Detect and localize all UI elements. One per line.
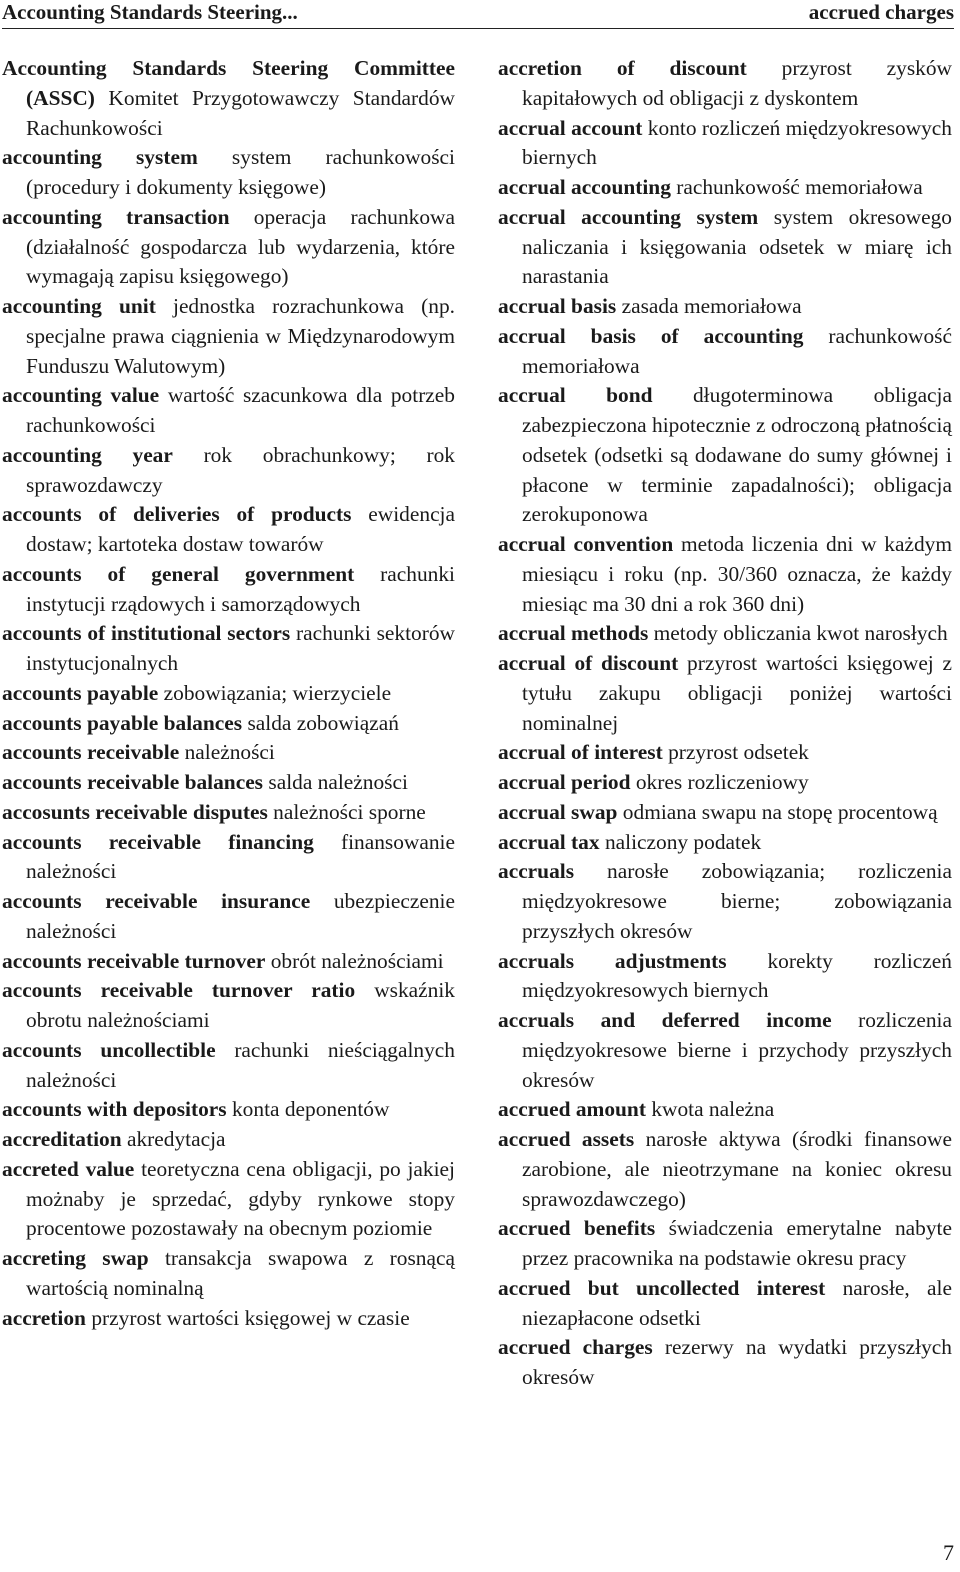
dictionary-entry (2, 619, 455, 679)
entry-definition: system rachunkowości (procedury i dokumenty księgowe) (26, 145, 455, 199)
entry-term: accounts receivable balances (2, 770, 264, 794)
dictionary-entry (2, 500, 455, 560)
dictionary-entry (2, 1095, 455, 1125)
entry-definition: konta deponentów (231, 1097, 390, 1122)
entry-definition: korekty rozliczeń międzyokresowych biernych (522, 948, 952, 1003)
entry-term: accosunts receivable disputes (2, 799, 268, 824)
right-column (498, 54, 952, 1393)
entry-term: accounts with depositors (2, 1097, 227, 1122)
entry-term: accrual bond (498, 383, 653, 408)
dictionary-entry (2, 143, 455, 203)
entry-term: accounts payable (2, 680, 159, 705)
entry-definition: długoterminowa obligacja zabezpieczona hipotecznie z odroczoną płatnością odsetek (odsetki są dodawane do sumy głównej i płacone w terminie zapadalności); obligacja zerokuponowa (522, 383, 952, 527)
dictionary-entry (498, 1333, 952, 1393)
dictionary-entry (2, 292, 455, 381)
entry-definition: salda zobowiązań (247, 710, 399, 735)
entry-definition: operacja rachunkowa (działalność gospodarcza lub wydarzenia, które wymagają zapisu księgowego) (26, 204, 455, 289)
running-header (2, 0, 954, 29)
dictionary-entry (498, 54, 952, 114)
entry-definition: narosłe zobowiązania; rozliczenia międzyokresowe bierne; zobowiązania przyszłych okresów (522, 859, 952, 943)
entry-definition: przyrost zysków kapitałowych od obligacji z dyskontem (522, 56, 952, 110)
dictionary-entry (498, 381, 952, 530)
entry-definition: świadczenia emerytalne nabyte przez pracownika na podstawie okresu pracy (522, 1216, 952, 1270)
dictionary-entry (498, 1095, 952, 1125)
dictionary-entry (2, 1125, 455, 1155)
entry-term: accrued but uncollected interest (498, 1275, 826, 1300)
entry-definition: rachunki instytucji rządowych i samorządowych (26, 561, 455, 616)
dictionary-entry (2, 887, 455, 947)
entry-definition: naliczony podatek (604, 829, 762, 854)
entry-term: accretion (2, 1305, 86, 1330)
entry-definition: konto rozliczeń międzyokresowych biernych (522, 115, 952, 170)
left-column (2, 54, 455, 1333)
dictionary-entry (498, 738, 952, 768)
entry-definition: zobowiązania; wierzyciele (163, 680, 392, 705)
dictionary-entry (498, 292, 952, 322)
entry-definition: obrót należnościami (270, 948, 444, 973)
entry-definition: metody obliczania kwot narosłych (653, 621, 948, 646)
entry-term: accounts receivable (2, 740, 180, 765)
entry-term: accounting system (2, 145, 198, 170)
entry-term: accrued charges (498, 1335, 653, 1360)
entry-term: accounts receivable insurance (2, 889, 311, 913)
dictionary-entry (2, 828, 455, 888)
entry-definition: przyrost wartości księgowej z tytułu zakupu obligacji poniżej wartości nominalnej (522, 651, 952, 735)
entry-term: accounts of institutional sectors (2, 621, 291, 646)
entry-term: accrual swap (498, 799, 618, 824)
entry-term: accrual convention (498, 532, 674, 556)
dictionary-entry (498, 322, 952, 382)
entry-term: accrual of discount (498, 651, 679, 675)
dictionary-entry (2, 768, 455, 798)
entry-term: accrued assets (498, 1127, 635, 1151)
entry-definition: jednostka rozrachunkowa (np. specjalne prawa ciągnienia w Międzynarodowym Funduszu Walutowym) (26, 294, 455, 378)
dictionary-entry (498, 768, 952, 798)
entry-term: accrual period (498, 770, 631, 794)
entry-definition: przyrost wartości księgowej w czasie (91, 1305, 410, 1330)
entry-term: accounting year (2, 442, 173, 467)
entry-term: accounts receivable turnover (2, 948, 266, 973)
dictionary-entry (2, 947, 455, 977)
dictionary-entry (498, 828, 952, 858)
entry-term: Accounting Standards Steering Committee (ASSC) (2, 56, 455, 110)
entry-term: accounting unit (2, 294, 156, 318)
entry-term: accounts payable balances (2, 710, 243, 735)
entry-term: accounts of general government (2, 561, 355, 586)
entry-term: accrual accounting (498, 175, 671, 199)
entry-term: accrual tax (498, 829, 600, 854)
entry-term: accruals adjustments (498, 948, 727, 973)
entry-definition: odmiana swapu na stopę procentową (622, 799, 938, 824)
entry-definition: wskaźnik obrotu należnościami (26, 978, 455, 1032)
dictionary-entry (498, 619, 952, 649)
dictionary-entry (498, 173, 952, 203)
entry-definition: narosłe aktywa (środki finansowe zarobione, ale nieotrzymane na koniec okresu sprawozdawczego) (522, 1127, 952, 1211)
entry-definition: przyrost odsetek (668, 740, 809, 765)
dictionary-entry (2, 1155, 455, 1244)
dictionary-entry (498, 530, 952, 619)
dictionary-entry (498, 1214, 952, 1274)
entry-definition: transakcja swapowa z rosnącą wartością nominalną (26, 1246, 455, 1300)
entry-term: accreditation (2, 1127, 122, 1151)
entry-term: accreted value (2, 1156, 135, 1181)
entry-definition: rachunkowość memoriałowa (522, 323, 952, 378)
entry-definition: ewidencja dostaw; kartoteka dostaw towarów (26, 502, 455, 556)
dictionary-entry (2, 203, 455, 292)
dictionary-entry (2, 679, 455, 709)
entry-term: accounting value (2, 383, 160, 408)
dictionary-entry (2, 976, 455, 1036)
entry-definition: finansowanie należności (26, 829, 455, 884)
page-number: 7 (943, 1540, 954, 1565)
entry-definition: rezerwy na wydatki przyszłych okresów (522, 1335, 952, 1389)
entry-term: accrued amount (498, 1097, 646, 1122)
entry-term: accounts of deliveries of products (2, 502, 352, 527)
dictionary-entry (498, 114, 952, 174)
entry-definition: Komitet Przygotowawczy Standardów Rachunkowości (26, 85, 455, 140)
entry-term: accrual basis (498, 294, 617, 318)
dictionary-entry (2, 798, 455, 828)
entry-definition: należności sporne (273, 799, 426, 824)
entry-term: accretion of discount (498, 56, 747, 80)
entry-definition: rachunki nieściągalnych należności (26, 1037, 455, 1092)
entry-definition: wartość szacunkowa dla potrzeb rachunkowości (26, 383, 455, 437)
entry-term: accrual account (498, 115, 643, 140)
dictionary-entry (498, 649, 952, 738)
entry-definition: rozliczenia międzyokresowe bierne i przychody przyszłych okresów (522, 1008, 952, 1092)
dictionary-entry (498, 1006, 952, 1095)
dictionary-entry (2, 54, 455, 143)
entry-definition: teoretyczna cena obligacji, po jakiej możnaby je sprzedać, gdyby rynkowe stopy procentowe pozostawały na obecnym poziomie (26, 1156, 455, 1241)
entry-term: accounting transaction (2, 204, 230, 229)
dictionary-entry (498, 947, 952, 1007)
entry-definition: akredytacja (126, 1127, 226, 1151)
entry-definition: rachunki sektorów instytucjonalnych (26, 621, 455, 675)
header-first-term: Accounting Standards Steering... (2, 0, 298, 24)
entry-term: accrual accounting system (498, 204, 759, 229)
dictionary-entry (498, 1274, 952, 1334)
dictionary-entry (2, 441, 455, 501)
entry-definition: narosłe, ale niezapłacone odsetki (522, 1275, 952, 1330)
entry-term: accruals and deferred income (498, 1008, 832, 1032)
entry-definition: okres rozliczeniowy (635, 770, 809, 794)
dictionary-entry (2, 709, 455, 739)
entry-definition: metoda liczenia dni w każdym miesiącu i roku (np. 30/360 oznacza, że każdy miesiąc ma 30 dni a rok 360 dni) (522, 532, 952, 616)
dictionary-entry (498, 798, 952, 828)
entry-definition: należności (184, 740, 275, 765)
dictionary-entry (2, 1036, 455, 1096)
dictionary-entry (2, 738, 455, 768)
entry-term: accreting swap (2, 1246, 149, 1270)
entry-term: accrued benefits (498, 1216, 656, 1241)
entry-term: accounts receivable financing (2, 829, 314, 854)
dictionary-entry (498, 203, 952, 292)
dictionary-entry (2, 560, 455, 620)
header-last-term: accrued charges (808, 0, 954, 24)
entry-definition: rachunkowość memoriałowa (676, 175, 923, 199)
dictionary-entry (498, 1125, 952, 1214)
entry-definition: zasada memoriałowa (621, 294, 802, 318)
dictionary-entry (2, 1304, 455, 1334)
entry-term: accounts uncollectible (2, 1037, 216, 1062)
entry-term: accruals (498, 859, 575, 884)
entry-definition: system okresowego naliczania i księgowania odsetek w miarę ich narastania (522, 204, 952, 289)
entry-term: accounts receivable turnover ratio (2, 978, 356, 1003)
entry-definition: ubezpieczenie należności (26, 889, 455, 943)
entry-term: accrual of interest (498, 740, 663, 765)
dictionary-entry (2, 1244, 455, 1304)
entry-definition: kwota należna (651, 1097, 775, 1122)
entry-term: accrual basis of accounting (498, 323, 804, 348)
entry-definition: salda należności (268, 770, 408, 794)
dictionary-entry (2, 381, 455, 441)
entry-definition: rok obrachunkowy; rok sprawozdawczy (26, 442, 455, 497)
dictionary-entry (498, 857, 952, 946)
entry-term: accrual methods (498, 621, 649, 646)
